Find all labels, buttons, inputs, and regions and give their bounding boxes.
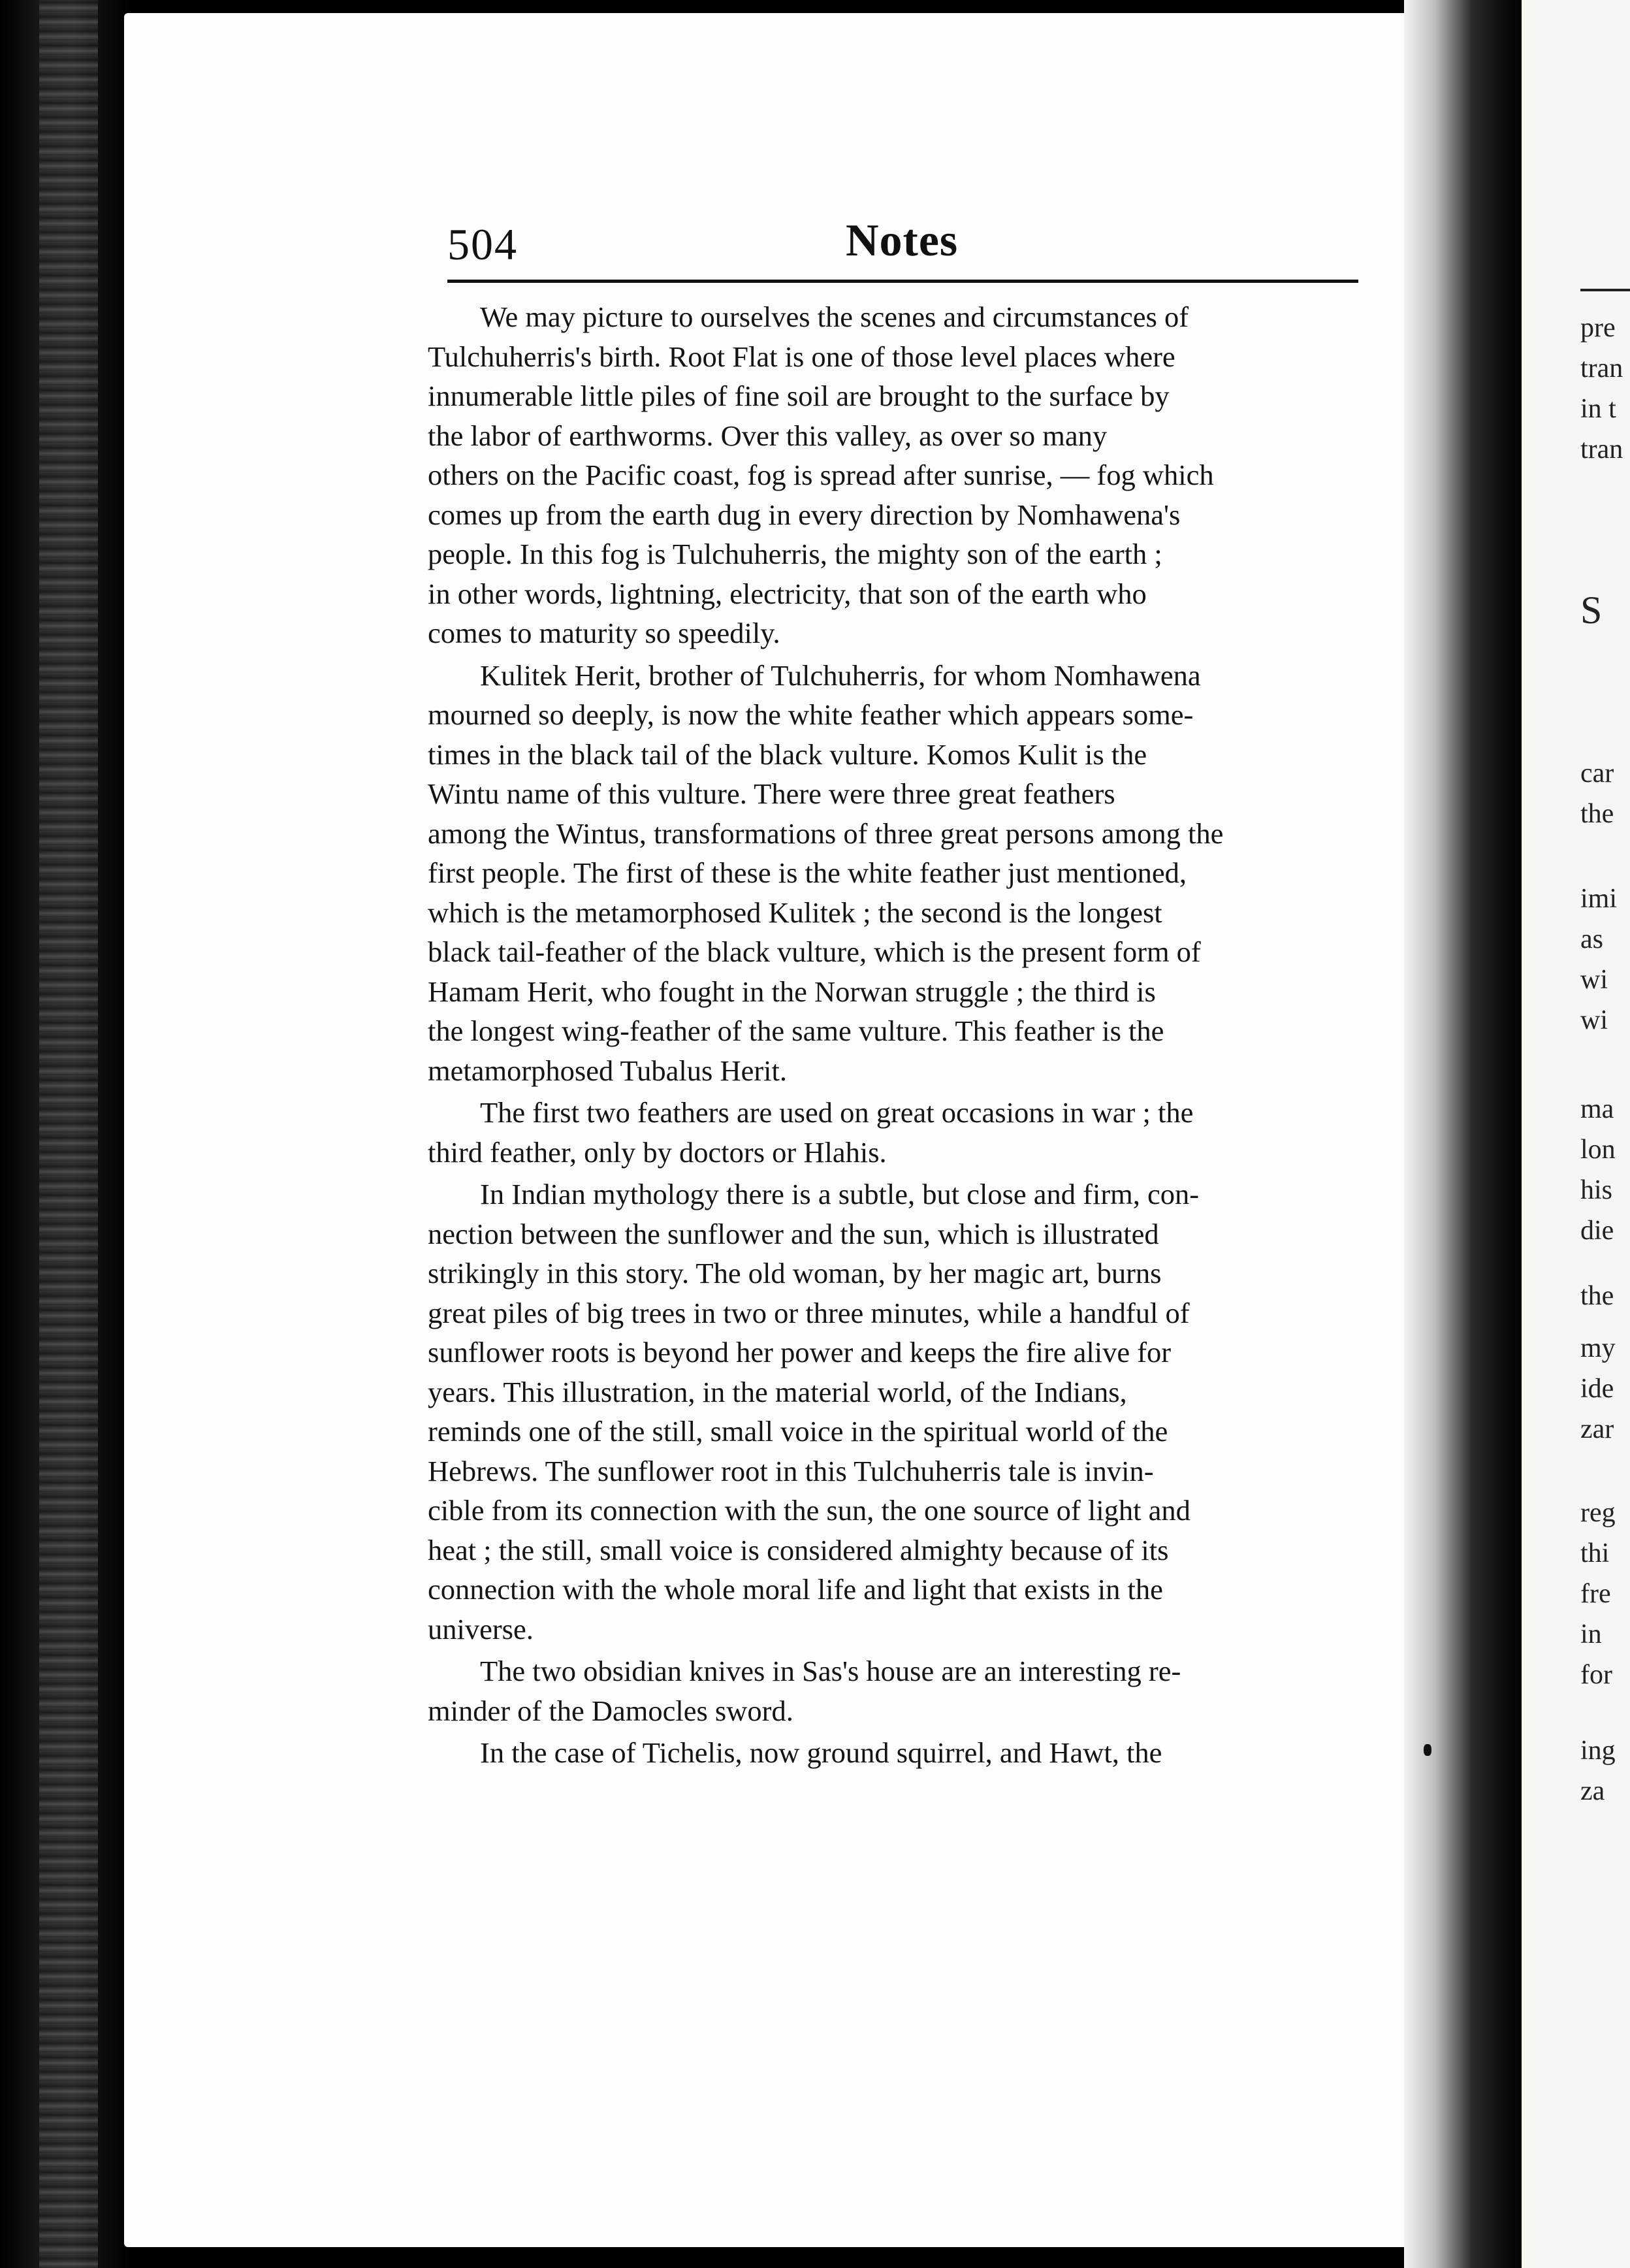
facing-page-fragment: car [1580, 758, 1614, 788]
text-line: The two obsidian knives in Sas's house are an interesting re- [480, 1655, 1181, 1687]
text-line: universe. [428, 1612, 534, 1645]
facing-page-fragment: die [1580, 1216, 1614, 1246]
facing-page-fragment: za [1580, 1776, 1605, 1806]
text-line: first people. The first of these is the white feather just mentioned, [428, 856, 1187, 889]
text-line: strikingly in this story. The old woman, by her magic art, burns [428, 1257, 1162, 1289]
text-line: people. In this fog is Tulchuherris, the mighty son of the earth ; [428, 538, 1162, 570]
facing-page-fragment: S [1580, 589, 1603, 632]
text-line: minder of the Damocles sword. [428, 1694, 793, 1727]
text-line: In Indian mythology there is a subtle, but close and firm, con- [480, 1178, 1200, 1210]
facing-page-fragment: in [1580, 1619, 1602, 1649]
facing-page-rule [1580, 289, 1630, 291]
facing-page-fragment: in t [1580, 394, 1616, 424]
text-line: others on the Pacific coast, fog is spread after sunrise, — fog which [428, 459, 1214, 491]
text-line: metamorphosed Tubalus Herit. [428, 1054, 788, 1087]
text-line: black tail-feather of the black vulture, which is the present form of [428, 935, 1201, 968]
facing-page-fragment: as [1580, 924, 1603, 954]
facing-page-fragment: reg [1580, 1498, 1616, 1528]
facing-page-fragment: for [1580, 1660, 1612, 1690]
text-line: Hamam Herit, who fought in the Norwan struggle ; the third is [428, 975, 1156, 1008]
text-line: mourned so deeply, is now the white feather which appears some- [428, 698, 1194, 731]
text-line: Tulchuherris's birth. Root Flat is one of those level places where [428, 340, 1175, 373]
facing-page-fragment: tran [1580, 434, 1623, 464]
text-line: We may picture to ourselves the scenes and circumstances of [480, 300, 1189, 333]
text-line: sunflower roots is beyond her power and keeps the fire alive for [428, 1336, 1172, 1369]
text-line: Wintu name of this vulture. There were three great feathers [428, 777, 1115, 810]
running-title: Notes [846, 216, 959, 266]
text-line: cible from its connection with the sun, the one source of light and [428, 1494, 1191, 1527]
text-line: the labor of earthworms. Over this valley, as over so many [428, 419, 1108, 452]
text-line: years. This illustration, in the material world, of the Indians, [428, 1375, 1127, 1408]
text-line: reminds one of the still, small voice in the spiritual world of the [428, 1415, 1168, 1448]
running-head [447, 216, 1358, 281]
facing-page-fragment: my [1580, 1333, 1616, 1363]
text-line: In the case of Tichelis, now ground squirrel, and Hawt, the [480, 1736, 1162, 1769]
text-line: connection with the whole moral life and light that exists in the [428, 1573, 1163, 1606]
facing-page-fragment: thi [1580, 1538, 1610, 1568]
text-line: innumerable little piles of fine soil are brought to the surface by [428, 380, 1170, 412]
text-line: in other words, lightning, electricity, that son of the earth who [428, 577, 1147, 610]
facing-page-fragment: ide [1580, 1374, 1614, 1404]
text-line: comes up from the earth dug in every direction by Nomhawena's [428, 498, 1181, 531]
page-number: 504 [447, 219, 518, 269]
facing-page-fragment: fre [1580, 1579, 1611, 1609]
facing-page-fragment: the [1580, 799, 1614, 829]
text-line: third feather, only by doctors or Hlahis. [428, 1135, 887, 1169]
text-line: the longest wing-feather of the same vulture. This feather is the [428, 1014, 1164, 1047]
text-line: among the Wintus, transformations of three great persons among the [428, 817, 1224, 850]
facing-page-fragment: ma [1580, 1094, 1614, 1124]
facing-page-fragment: lon [1580, 1135, 1616, 1165]
text-line: The first two feathers are used on great occasions in war ; the [480, 1096, 1194, 1129]
body-text [428, 297, 1355, 1773]
text-line: Kulitek Herit, brother of Tulchuherris, for whom Nomhawena [480, 658, 1201, 692]
book-binding-edge [39, 0, 98, 2268]
ink-speck [1424, 1744, 1431, 1756]
facing-page-fragment: imi [1580, 884, 1618, 914]
text-line: nection between the sunflower and the sun, which is illustrated [428, 1217, 1159, 1250]
text-line: great piles of big trees in two or three minutes, while a handful of [428, 1296, 1190, 1329]
facing-page-fragment: zar [1580, 1414, 1614, 1444]
book-gutter [1404, 0, 1528, 2268]
text-line: Hebrews. The sunflower root in this Tulchuherris tale is invin- [428, 1454, 1154, 1487]
facing-page-fragment: tran [1580, 353, 1623, 383]
text-line: which is the metamorphosed Kulitek ; the second is the longest [428, 896, 1162, 929]
facing-page-fragment: his [1580, 1175, 1613, 1205]
facing-page-fragment: wi [1580, 1005, 1608, 1035]
facing-page-fragment: the [1580, 1281, 1614, 1311]
header-rule [447, 280, 1358, 283]
text-line: times in the black tail of the black vulture. Komos Kulit is the [428, 737, 1147, 771]
facing-page-fragment: pre [1580, 313, 1616, 343]
text-line: heat ; the still, small voice is considered almighty because of its [428, 1533, 1169, 1566]
facing-page-fragment: ing [1580, 1736, 1616, 1766]
text-line: comes to maturity so speedily. [428, 617, 780, 649]
facing-page-fragment: wi [1580, 965, 1608, 995]
